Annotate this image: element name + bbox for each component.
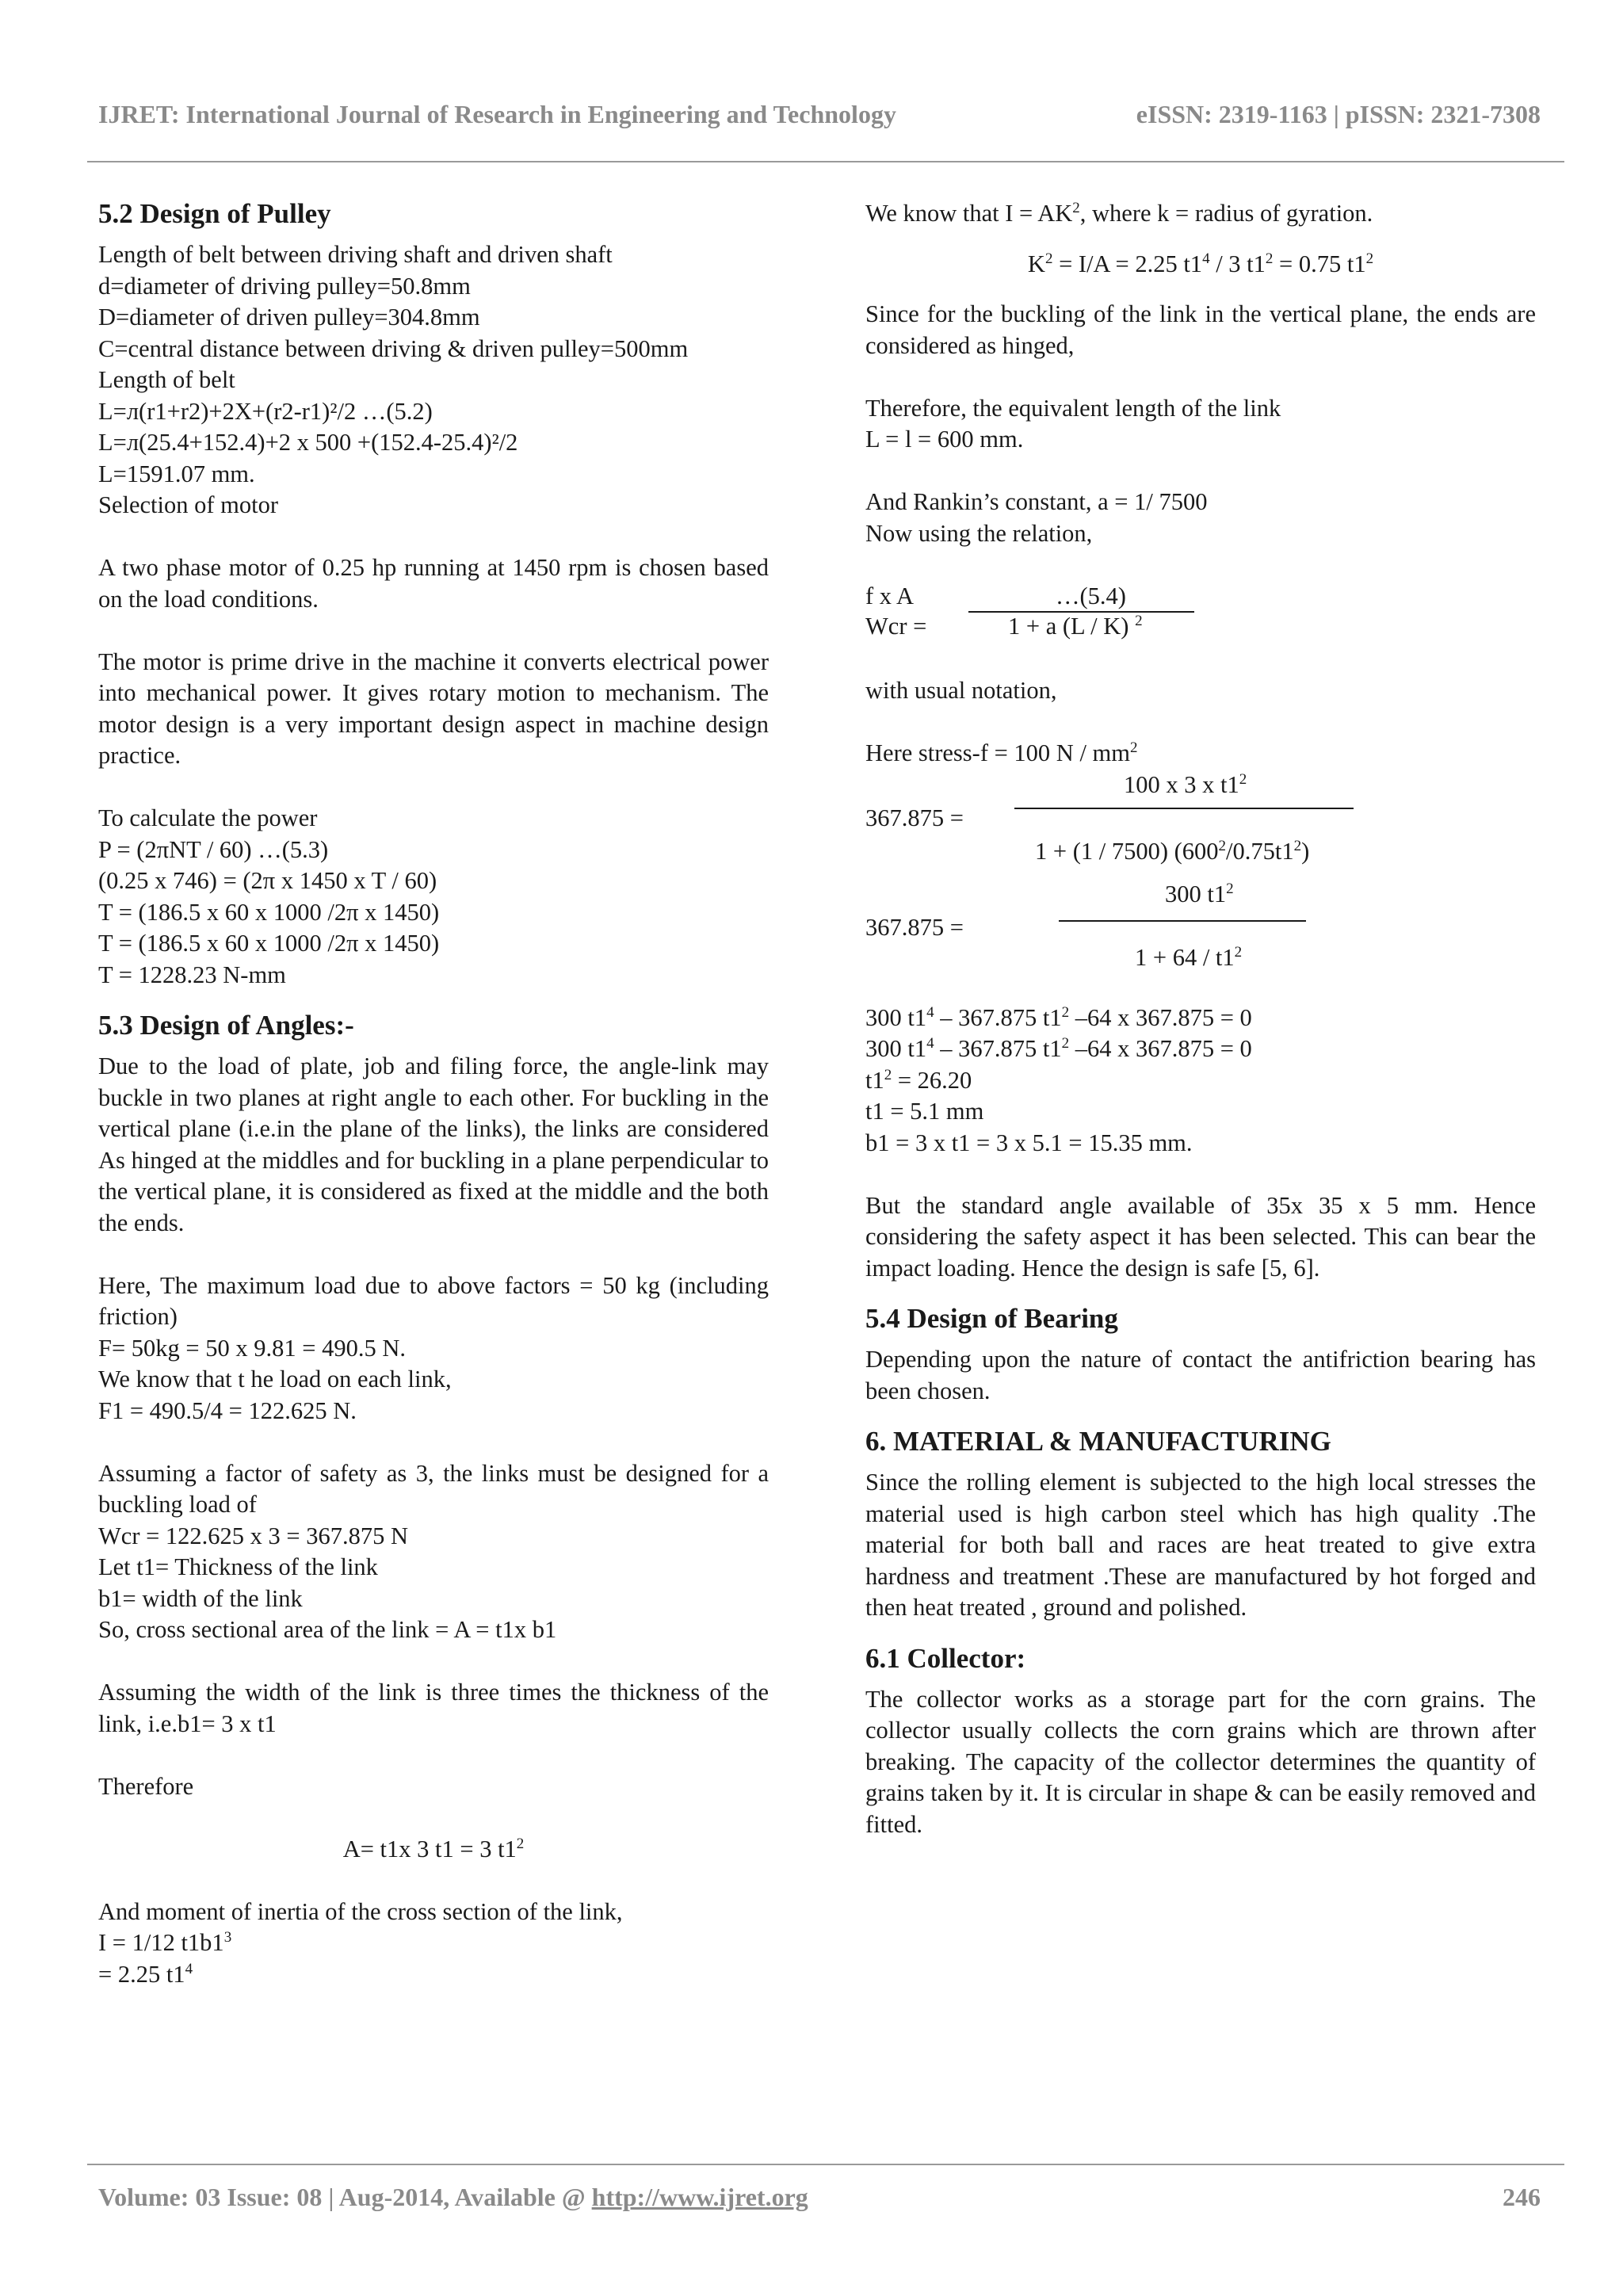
denominator-text: ): [1301, 837, 1310, 865]
text-line: T = (186.5 x 60 x 1000 /2π x 1450): [98, 930, 440, 957]
superscript: 2: [1072, 199, 1080, 216]
text-line: [865, 198, 1536, 230]
text-line: F= 50kg = 50 x 9.81 = 490.5 N.: [98, 1334, 406, 1362]
text-line: D=diameter of driven pulley=304.8mm: [98, 304, 480, 330]
denominator-text: 1 + (1 / 7500) (600: [1035, 837, 1219, 865]
text-span: 300 t1: [865, 1003, 927, 1031]
paragraph: Depending upon the nature of contact the antifriction bearing has been chosen.: [865, 1346, 1536, 1404]
paragraph: But the standard angle available of 35x 35 x 5 mm. Hence considering the safety aspect it has been selected. This can bear the impact loading. Hence the design is safe [5, 6].: [865, 1191, 1536, 1282]
superscript: 3: [223, 1928, 232, 1946]
equation-number: …(5.4): [1056, 582, 1126, 609]
section-6-1-title: 6.1 Collector:: [865, 1642, 1026, 1674]
text-span: t1: [865, 1066, 884, 1094]
superscript: 2: [1365, 250, 1374, 267]
denominator: [1135, 942, 1242, 974]
denominator-text: /0.75t1: [1226, 837, 1294, 865]
numerator-text: 300 t1: [1165, 880, 1227, 907]
text-span: / 3 t1: [1209, 250, 1266, 277]
text-line: (0.25 x 746) = (2π x 1450 x T / 60): [98, 867, 437, 894]
text-line: C=central distance between driving & driven pulley=500mm: [98, 334, 689, 362]
text-line: F1 = 490.5/4 = 122.625 N.: [98, 1396, 357, 1424]
text-line: And moment of inertia of the cross section of the link,: [98, 1897, 623, 1925]
moment-equation-text: = 2.25 t1: [98, 1960, 185, 1988]
running-header: [98, 100, 1541, 132]
text-line: L=1591.07 mm.: [98, 460, 255, 487]
lhs-value: 367.875 =: [865, 913, 964, 941]
superscript: 2: [1234, 943, 1243, 961]
text-span: = 26.20: [892, 1066, 972, 1094]
paragraph: The collector works as a storage part for the corn grains. The collector usually collects the corn grains which are thrown after breaking. The capacity of the collector determines the quantity of grains taken by it. It is circular in shape & can be easily removed and fitted.: [865, 1685, 1536, 1838]
text-line: We know that t he load on each link,: [98, 1366, 452, 1392]
superscript: 2: [1226, 880, 1234, 897]
journal-link[interactable]: http://www.ijret.org: [591, 2183, 808, 2211]
section-6-title: 6. MATERIAL & MANUFACTURING: [865, 1426, 1331, 1457]
text-line: Now using the relation,: [865, 519, 1093, 547]
fraction-bar: [1014, 808, 1354, 809]
text-line: L = l = 600 mm.: [865, 426, 1024, 453]
superscript: 2: [1239, 770, 1247, 788]
polynomial-line: [865, 1003, 1536, 1034]
text-line: [865, 738, 1536, 770]
paragraph: A two phase motor of 0.25 hp running at 1450 rpm is chosen based on the load conditions.: [98, 554, 769, 613]
section-5-2-title: 5.2 Design of Pulley: [98, 198, 331, 229]
text-line: Wcr = 122.625 x 3 = 367.875 N: [98, 1522, 409, 1549]
text-line: b1 = 3 x t1 = 3 x 5.1 = 15.35 mm.: [865, 1129, 1193, 1156]
text-line: Length of belt: [98, 366, 235, 393]
text-span: – 367.875 t1: [934, 1035, 1062, 1062]
polynomial-line: [865, 1033, 1536, 1065]
text-line: Therefore: [98, 1772, 194, 1800]
k-squared-equation: [865, 249, 1536, 281]
page-number: 246: [1503, 2183, 1541, 2211]
numerator-text: 100 x 3 x t1: [1124, 770, 1239, 798]
text-line: with usual notation,: [865, 677, 1057, 704]
journal-name: IJRET: International Journal of Research in Engineering and Technology: [98, 100, 896, 128]
text-line: T = (186.5 x 60 x 1000 /2π x 1450): [98, 898, 440, 926]
text-span: We know that I = AK: [865, 200, 1073, 227]
text-span: – 367.875 t1: [934, 1003, 1062, 1031]
text-span: = 0.75 t1: [1273, 250, 1366, 277]
numerator: [1124, 770, 1247, 801]
superscript: 4: [185, 1960, 193, 1977]
footer-volume-info: Volume: 03 Issue: 08 | Aug-2014, Available @: [98, 2183, 592, 2211]
denominator-text: 1 + 64 / t1: [1135, 943, 1235, 971]
text-line: To calculate the power: [98, 804, 318, 831]
numerator-left: f x A: [865, 582, 914, 609]
text-line: Therefore, the equivalent length of the link: [865, 394, 1281, 422]
denominator: [1035, 836, 1309, 868]
right-column: [865, 190, 1536, 1840]
area-equation-text: A= t1x 3 t1 = 3 t1: [342, 1835, 517, 1862]
paragraph: Assuming a factor of safety as 3, the links must be designed for a buckling load of: [98, 1459, 769, 1518]
paragraph: Since the rolling element is subjected to the high local stresses the material used is high carbon steel which has high quality .The material for both ball and races are heat treated to give extra hardness and treatment .These are manufactured by hot forged and then heat treated , ground and polished.: [865, 1469, 1536, 1621]
text-line: t1 = 5.1 mm: [865, 1098, 984, 1125]
text-line: So, cross sectional area of the link = A = t1x b1: [98, 1616, 557, 1643]
superscript: 2: [1061, 1003, 1070, 1021]
text-line: Selection of motor: [98, 491, 279, 518]
denominator: [1008, 611, 1143, 643]
header-rule: [87, 161, 1564, 162]
superscript: 4: [926, 1003, 934, 1021]
issn: eISSN: 2319-1163 | pISSN: 2321-7308: [1136, 100, 1541, 128]
text-line: [865, 1065, 1536, 1097]
text-span: = I/A = 2.25 t1: [1052, 250, 1203, 277]
text-line: Let t1= Thickness of the link: [98, 1553, 378, 1580]
superscript: 2: [1130, 739, 1138, 756]
area-equation: [98, 1834, 769, 1866]
paragraph: Here, The maximum load due to above factors = 50 kg (including friction): [98, 1271, 769, 1330]
running-footer: [98, 2183, 1541, 2216]
text-span: 300 t1: [865, 1035, 927, 1062]
left-column: [98, 190, 769, 1990]
numerator: [1165, 879, 1234, 911]
text-line: T = 1228.23 N-mm: [98, 961, 286, 988]
wcr-label: Wcr =: [865, 612, 927, 640]
equation-5-3: P = (2πNT / 60) …(5.3): [98, 835, 329, 863]
paragraph: Assuming the width of the link is three times the thickness of the link, i.e.b1= 3 x t1: [98, 1679, 769, 1737]
text-line: b1= width of the link: [98, 1584, 303, 1612]
rankine-formula: [865, 581, 1536, 644]
footer-rule: [87, 2164, 1564, 2165]
denominator-text: 1 + a (L / K): [1008, 612, 1129, 640]
text-line: And Rankin’s constant, a = 1/ 7500: [865, 488, 1208, 515]
superscript: 4: [926, 1034, 934, 1052]
paragraph: Since for the buckling of the link in the vertical plane, the ends are considered as hinged,: [865, 300, 1536, 359]
text-span: –64 x 367.875 = 0: [1069, 1003, 1252, 1031]
moment-equation-text: I = 1/12 t1b1: [98, 1929, 224, 1956]
fraction-equation-2: [865, 879, 1536, 974]
text-span: , where k = radius of gyration.: [1079, 200, 1373, 227]
text-line: Length of belt between driving shaft and driven shaft: [98, 241, 613, 268]
section-5-4-title: 5.4 Design of Bearing: [865, 1303, 1118, 1334]
superscript: 2: [1061, 1034, 1070, 1052]
section-5-3-title: 5.3 Design of Angles:-: [98, 1010, 354, 1041]
superscript: 2: [1135, 612, 1143, 629]
text-span: Here stress-f = 100 N / mm: [865, 739, 1130, 766]
moment-equation: [98, 1959, 769, 1991]
footer-text: [98, 2183, 808, 2212]
superscript: 4: [1202, 250, 1210, 267]
superscript: 2: [1265, 250, 1274, 267]
superscript: 2: [1044, 250, 1053, 267]
text-span: K: [1027, 250, 1045, 277]
paragraph: Due to the load of plate, job and filing force, the angle-link may buckle in two planes at right angle to each other. For buckling in the vertical plane (i.e.in the plane of the links), the links are considered As hinged at the middles and for buckling in a plane perpendicular to the vertical plane, it is considered as fixed at the middle and the both the ends.: [98, 1052, 769, 1236]
paragraph: The motor is prime drive in the machine it converts electrical power into mechanical power. It gives rotary motion to mechanism. The motor design is a very important design aspect in machine design practice.: [98, 648, 769, 769]
moment-equation: [98, 1927, 769, 1959]
text-span: –64 x 367.875 = 0: [1069, 1035, 1252, 1062]
fraction-equation-1: [865, 770, 1536, 863]
superscript: 2: [1218, 837, 1227, 854]
text-line: d=diameter of driving pulley=50.8mm: [98, 272, 471, 300]
superscript: 2: [1293, 837, 1302, 854]
lhs-value: 367.875 =: [865, 804, 964, 831]
equation-5-2: L=л(r1+r2)+2X+(r2-r1)²/2 …(5.2): [98, 397, 433, 425]
superscript: 2: [884, 1066, 892, 1083]
superscript: 2: [516, 1835, 525, 1852]
fraction-bar: [1059, 920, 1306, 922]
text-line: L=л(25.4+152.4)+2 x 500 +(152.4-25.4)²/2: [98, 429, 518, 456]
